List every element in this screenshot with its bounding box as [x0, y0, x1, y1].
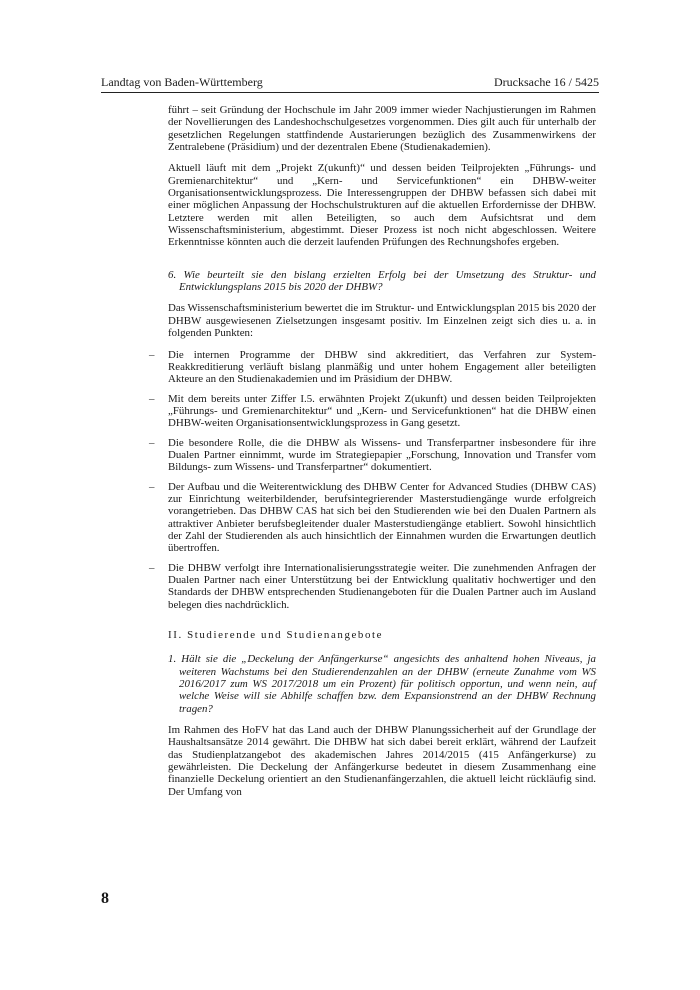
list-item — [149, 436, 596, 474]
header-publisher: Landtag von Baden-Württemberg — [101, 75, 263, 89]
section-heading: II. Studierende und Studienangebote — [168, 629, 384, 642]
list-item — [149, 561, 596, 611]
list-item-text: Mit dem bereits unter Ziffer I.5. erwähnten Projekt Z(ukunft) und dessen beiden Teilprojekten „Führungs- und Gremienarchitektur“ und „Kern- und Servicefunktionen“ hat die DHBW einen DHBW-weiten Organisationsentwicklungsprozess in Gang gesetzt. — [168, 392, 596, 430]
question-1: 1. Hält sie die „Deckelung der Anfängerkurse“ angesichts des anhaltend hohen Niveaus, ja weiteren Wachstums bei den Studierendenzahlen an der DHBW (erneute Zunahme vom WS 2016/2017 zum WS 2017/2018 um ein Prozent) für politisch opportun, und wenn nein, auf welche Weise will sie Abhilfe schaffen bzw. dem Expansionstrend an der DHBW Rechnung tragen? — [168, 653, 596, 715]
dash-marker: – — [149, 561, 155, 574]
dash-marker: – — [149, 348, 155, 361]
paragraph-continuation: führt – seit Gründung der Hochschule im Jahr 2009 immer wieder Nachjustierungen im Rahmen der Novellierungen des Landeshochschulgesetzes vorgenommen. Dies gilt auch für unterhalb der gesetzlichen Regelungen stattfindende Austarierungen bezüglich des Zusammenwirkens der Zentralebene (Präsidium) und der dezentralen Ebene (Studienakademien). — [168, 104, 596, 154]
list-item — [149, 392, 596, 430]
header-rule — [101, 92, 599, 93]
list-item-text: Die internen Programme der DHBW sind akkreditiert, das Verfahren zur System-Reakkreditierung verläuft bislang planmäßig und unter hohem Engagement aller beteiligten Akteure an den Studienakademien und im Präsidium der DHBW. — [168, 348, 596, 386]
list-item-text: Die besondere Rolle, die die DHBW als Wissens- und Transferpartner insbesondere für ihre Dualen Partner einnimmt, wurde im Strategiepapier „Forschung, Innovation und Transfer vom Bildungs- zum Wissens- und Transferpartner“ dokumentiert. — [168, 436, 596, 474]
paragraph-answer-1: Im Rahmen des HoFV hat das Land auch der DHBW Planungssicherheit auf der Grundlage der Haushaltsansätze 2014 gewährt. Die DHBW hat sich dabei bereit erklärt, während der Laufzeit das Studienplatzangebot des akademischen Jahres 2014/2015 (415 Anfängerkurse) zu gewährleisten. Die Deckelung der Anfängerkurse bedeutet in diesem Zusammenhang eine finanzielle Deckelung orientiert an den Studienanfängerzahlen, die aktuell leicht rückläufig sind. Der Umfang von — [168, 724, 596, 798]
paragraph-projekt-zukunft: Aktuell läuft mit dem „Projekt Z(ukunft)“ und dessen beiden Teilprojekten „Führungs- und Gremienarchitektur“ und „Kern- und Servicefunktionen“ ein DHBW-weiter Organisationsentwicklungsprozess. Die Interessengruppen der DHBW befassen sich dabei mit einer möglichen Anpassung der Hochschulstrukturen auf die aktuellen Erfordernisse der DHBW. Letztere werden mit allen Beteiligten, so auch dem Aufsichtsrat und dem Wissenschaftsministerium, abgestimmt. Dieser Prozess ist noch nicht abgeschlossen. Weitere Erkenntnisse könnten auch die derzeit laufenden Prüfungen des Rechnungshofes ergeben. — [168, 162, 596, 249]
list-item — [149, 348, 596, 386]
running-header — [101, 74, 599, 90]
question-6: 6. Wie beurteilt sie den bislang erzielten Erfolg bei der Umsetzung des Struktur- und Entwicklungsplans 2015 bis 2020 der DHBW? — [168, 268, 596, 294]
list-item — [149, 480, 596, 555]
paragraph-answer-6: Das Wissenschaftsministerium bewertet die im Struktur- und Entwicklungsplan 2015 bis 2020 der DHBW ausgewiesenen Zielsetzungen insgesamt positiv. Im Einzelnen zeigt sich dies u. a. in folgenden Punkten: — [168, 302, 596, 340]
page-body — [149, 104, 596, 807]
dash-marker: – — [149, 480, 155, 493]
achievement-list — [149, 348, 596, 612]
page-number: 8 — [101, 890, 109, 907]
header-document-number: Drucksache 16 / 5425 — [494, 75, 599, 89]
list-item-text: Der Aufbau und die Weiterentwicklung des DHBW Center for Advanced Studies (DHBW CAS) zur Einrichtung weiterbildender, berufsintegrierender Masterstudiengänge wurde erfolgreich vorangetrieben. Das DHBW CAS hat sich bei den Studierenden wie bei den Dualen Partnern als attraktiver Anbieter berufsbegleitender dualer Masterstudiengänge etabliert. Sowohl hinsichtlich der Zahl der Studierenden als auch hinsichtlich der Einnahmen wurden die Erwartungen deutlich übertroffen. — [168, 480, 596, 555]
dash-marker: – — [149, 436, 155, 449]
dash-marker: – — [149, 392, 155, 405]
list-item-text: Die DHBW verfolgt ihre Internationalisierungsstrategie weiter. Die zunehmenden Anfragen der Dualen Partner nach einer Unterstützung bei der Entwicklung qualitativ hochwertiger und den Standards der DHBW entsprechenden Studienangeboten für die Dualen Partner auch im Ausland belegen dies nachdrücklich. — [168, 561, 596, 611]
